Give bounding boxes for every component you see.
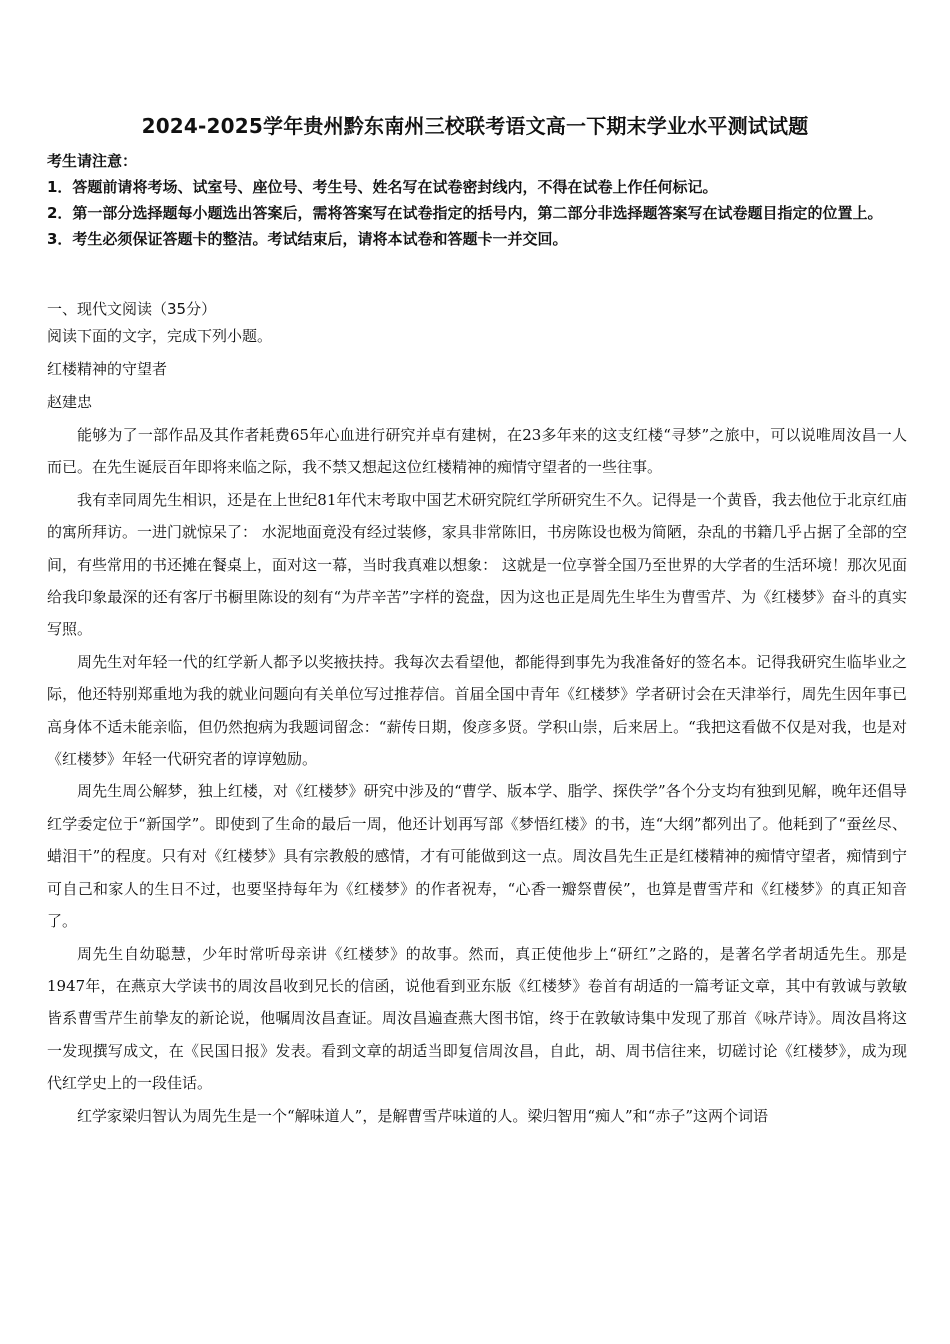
exam-notice [47,148,907,252]
exam-title: 2024-2025学年贵州黔东南州三校联考语文高一下期末学业水平测试试题 [141,114,809,138]
reading-instruction: 阅读下面的文字，完成下列小题。 [47,327,273,345]
notice-item: 3．考生必须保证答题卡的整洁。考试结束后，请将本试卷和答题卡一并交回。 [47,230,568,248]
notice-heading: 考生请注意： [47,152,138,170]
notice-item: 1．答题前请将考场、试室号、座位号、考生号、姓名写在试卷密封线内，不得在试卷上作任何标记。 [47,178,718,196]
article-title: 红楼精神的守望者 [47,360,168,378]
article-paragraph: 红学家梁归智认为周先生是一个“解味道人”，是解曹雪芹味道的人。梁归智用“痴人”和“赤子”这两个词语 [77,1106,769,1125]
section-heading: 一、现代文阅读（35分） [47,300,217,318]
article-paragraph: 能够为了一部作品及其作者耗费65年心血进行研究并卓有建树，在23多年来的这支红楼“寻梦”之旅中，可以说唯周汝昌一人而已。在先生诞辰百年即将来临之际，我不禁又想起这位红楼精神的痴情守望者的一些往事。 [47,426,907,477]
article-body [47,419,907,1132]
notice-item: 2．第一部分选择题每小题选出答案后，需将答案写在试卷指定的括号内，第二部分非选择题答案写在试卷题目指定的位置上。 [47,204,883,222]
article-paragraph: 周先生对年轻一代的红学新人都予以奖掖扶持。我每次去看望他，都能得到事先为我准备好的签名本。记得我研究生临毕业之际，他还特别郑重地为我的就业问题向有关单位写过推荐信。首届全国中青年《红楼梦》学者研讨会在天津举行，周先生因年事已高身体不适未能亲临，但仍然抱病为我题词留念：“薪传日期，俊彦多贤。学积山崇，后来居上。“我把这看做不仅是对我，也是对《红楼梦》年轻一代研究者的谆谆勉励。 [47,652,907,769]
article-author: 赵建忠 [47,393,93,411]
article-paragraph: 周先生周公解梦，独上红楼，对《红楼梦》研究中涉及的“曹学、版本学、脂学、探佚学”各个分支均有独到见解，晚年还倡导红学委定位于“新国学”。即使到了生命的最后一周，他还计划再写部《梦悟红楼》的书，连“大纲”都列出了。他耗到了“蚕丝尽、蜡泪干”的程度。只有对《红楼梦》具有宗教般的感情，才有可能做到这一点。周汝昌先生正是红楼精神的痴情守望者，痴情到宁可自己和家人的生日不过，也要坚持每年为《红楼梦》的作者祝寿，“心香一瓣祭曹侯”，也算是曹雪芹和《红楼梦》的真正知音了。 [47,782,907,931]
article-paragraph: 我有幸同周先生相识，还是在上世纪81年代末考取中国艺术研究院红学所研究生不久。记得是一个黄昏，我去他位于北京红庙的寓所拜访。一进门就惊呆了： 水泥地面竟没有经过装修，家具非常陈旧，书房陈设也极为简陋，杂乱的书籍几乎占据了全部的空间，有些常用的书还摊在餐桌上，面对这一幕，当时我真难以想象： 这就是一位享誉全国乃至世界的大学者的生活环境！那次见面给我印象最深的还有客厅书橱里陈设的刻有“为芹辛苦”字样的瓷盘，因为这也正是周先生毕生为曹雪芹、为《红楼梦》奋斗的真实写照。 [47,490,907,639]
article-paragraph: 周先生自幼聪慧，少年时常听母亲讲《红楼梦》的故事。然而，真正使他步上“研红”之路的，是著名学者胡适先生。那是1947年，在燕京大学读书的周汝昌收到兄长的信函，说他看到亚东版《红楼梦》卷首有胡适的一篇考证文章，其中有敦诚与敦敏皆系曹雪芹生前挚友的新论说，他嘱周汝昌查证。周汝昌遍查燕大图书馆，终于在敦敏诗集中发现了那首《咏芹诗》。周汝昌将这一发现撰写成文，在《民国日报》发表。看到文章的胡适当即复信周汝昌，自此，胡、周书信往来，切磋讨论《红楼梦》，成为现代红学史上的一段佳话。 [47,944,907,1093]
